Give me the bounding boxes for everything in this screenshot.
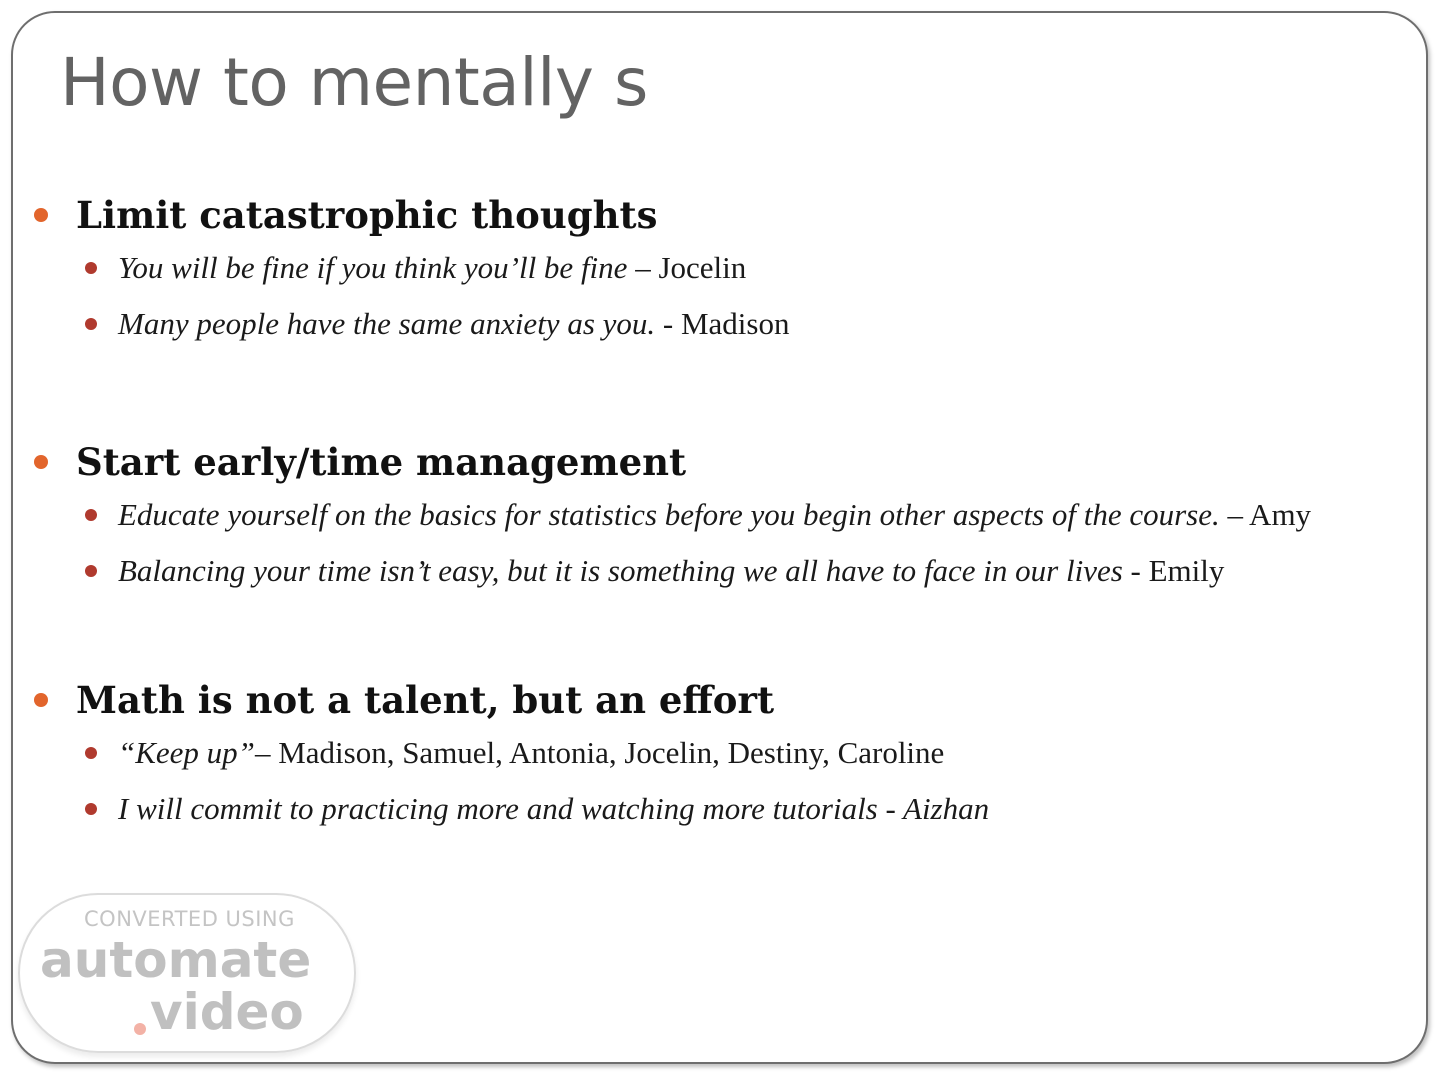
quote-text: “Keep up” [118, 735, 255, 770]
watermark-brand: automate [40, 931, 312, 989]
bullet-dot-icon [34, 693, 48, 707]
quote-author: – Madison, Samuel, Antonia, Jocelin, Destiny, Caroline [254, 735, 945, 770]
converter-watermark [18, 893, 356, 1053]
quote-author: – Jocelin [627, 250, 747, 285]
quote-text: Many people have the same anxiety as you. [118, 306, 656, 341]
section-heading-text: Limit catastrophic thoughts [76, 193, 658, 237]
quote-text: You will be fine if you think you’ll be fine [118, 250, 628, 285]
section-math-is-not-a-talent [30, 675, 1390, 837]
quote-text: I will commit to practicing more and watching more tutorials [118, 791, 878, 826]
list-item [30, 543, 1390, 599]
list-item [30, 240, 1390, 296]
quote-author: - Emily [1122, 553, 1225, 588]
section-heading [30, 675, 1390, 725]
quote-author: - Madison [655, 306, 790, 341]
slide-title: How to mentally s [60, 44, 648, 121]
bullet-dot-icon [85, 747, 97, 759]
list-item [30, 296, 1390, 352]
bullet-dot-icon [85, 803, 97, 815]
watermark-brand-suffix: video [150, 983, 304, 1041]
bullet-dot-icon [34, 455, 48, 469]
bullet-dot-icon [85, 318, 97, 330]
bullet-dot-icon [85, 262, 97, 274]
quote-author: – Amy [1219, 497, 1312, 532]
section-heading [30, 437, 1390, 487]
section-heading-text: Start early/time management [76, 440, 687, 484]
section-limit-catastrophic-thoughts [30, 190, 1390, 352]
quote-text: Educate yourself on the basics for statistics before you begin other aspects of the course. [118, 497, 1220, 532]
list-item [30, 781, 1390, 837]
section-heading-text: Math is not a talent, but an effort [76, 678, 775, 722]
section-heading [30, 190, 1390, 240]
bullet-dot-icon [34, 208, 48, 222]
section-start-early-time-management [30, 437, 1390, 599]
quote-author: - Aizhan [877, 791, 990, 826]
list-item [30, 487, 1390, 543]
bullet-dot-icon [85, 565, 97, 577]
watermark-dot-icon [134, 1023, 146, 1035]
quote-text: Balancing your time isn’t easy, but it is something we all have to face in our lives [118, 553, 1123, 588]
bullet-dot-icon [85, 509, 97, 521]
watermark-caption: CONVERTED USING [84, 907, 295, 931]
list-item [30, 725, 1390, 781]
